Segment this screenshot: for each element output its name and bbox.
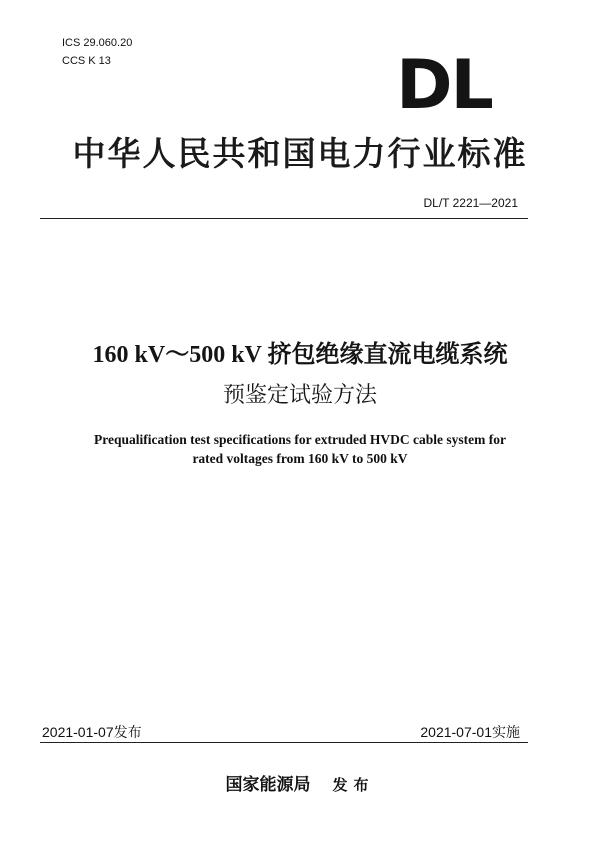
title-en-line2: rated voltages from 160 kV to 500 kV — [192, 451, 408, 466]
bottom-divider — [40, 742, 528, 743]
publisher-block — [0, 770, 600, 795]
ccs-code: CCS K 13 — [62, 55, 111, 67]
standard-category: 中华人民共和国电力行业标准 — [72, 134, 528, 173]
standard-code: DL/T 2221—2021 — [423, 196, 518, 210]
top-divider — [40, 218, 528, 219]
title-en-line1: Prequalification test specifications for extruded HVDC cable system for — [94, 432, 506, 447]
dl-logo: DL — [396, 46, 492, 125]
publish-label: 发布 — [332, 776, 375, 794]
publisher-name: 国家能源局 — [225, 775, 311, 795]
title-zh-line2: 预鉴定试验方法 — [222, 383, 377, 408]
ics-code: ICS 29.060.20 — [62, 37, 133, 49]
implement-date: 2021-07-01实施 — [420, 724, 520, 740]
title-zh-line1: 160 kV～500 kV 挤包绝缘直流电缆系统 — [92, 342, 508, 368]
issue-date: 2021-01-07发布 — [42, 724, 142, 740]
